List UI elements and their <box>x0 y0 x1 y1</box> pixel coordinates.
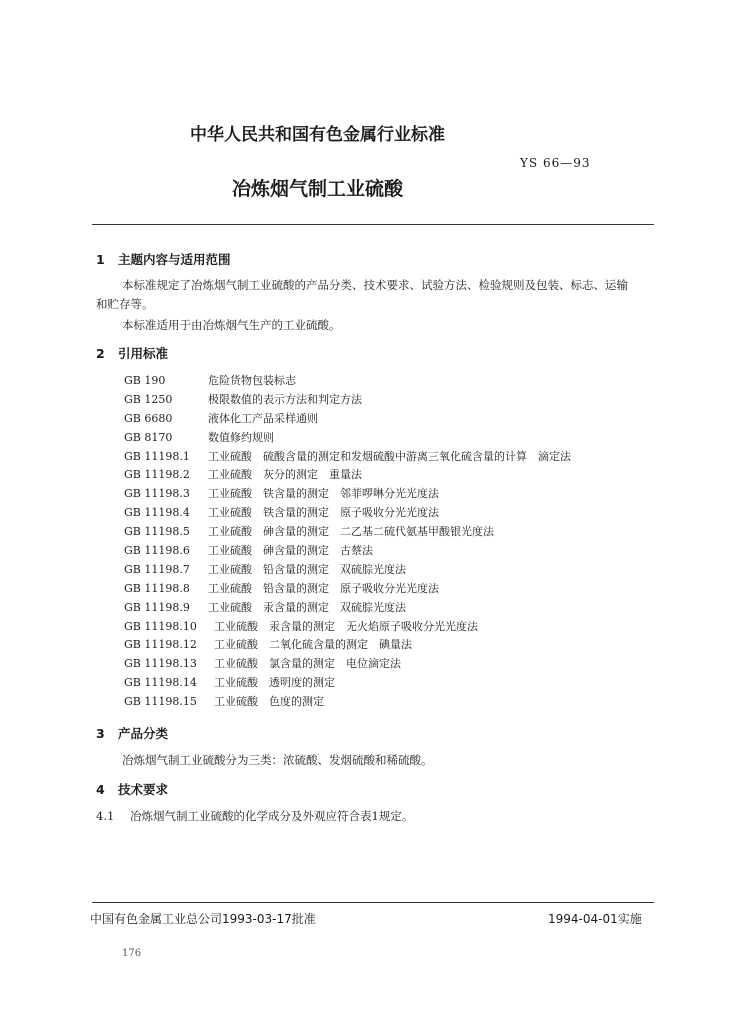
section-3-heading <box>96 724 168 742</box>
clause-4-1-number: 4.1 <box>96 809 115 823</box>
reference-title: 工业硫酸 灰分的测定 重量法 <box>208 468 362 482</box>
reference-title: 数值修约规则 <box>208 430 274 444</box>
section-4-heading <box>96 780 168 798</box>
reference-item <box>124 448 571 467</box>
reference-code: GB 11198.6 <box>124 544 190 558</box>
implementation-date: 1994-04-01实施 <box>548 912 642 926</box>
header-rule <box>92 224 654 225</box>
section-1-number: 1 <box>96 252 105 267</box>
reference-item <box>124 542 571 561</box>
reference-title: 液体化工产品采样通则 <box>208 411 318 425</box>
reference-item <box>124 485 571 504</box>
reference-item <box>124 636 571 655</box>
standard-number: YS 66—93 <box>520 156 591 170</box>
section-3-paragraph: 冶炼烟气制工业硫酸分为三类：浓硫酸、发烟硫酸和稀硫酸。 <box>122 753 433 767</box>
reference-item <box>124 674 571 693</box>
reference-item <box>124 580 571 599</box>
section-4-title: 技术要求 <box>118 782 169 797</box>
page-number: 176 <box>122 948 142 959</box>
reference-code: GB 1250 <box>124 392 173 406</box>
reference-item <box>124 504 571 523</box>
reference-item <box>124 372 571 391</box>
section-1-paragraph-2: 本标准适用于由冶炼烟气生产的工业硫酸。 <box>122 318 341 332</box>
reference-item <box>124 466 571 485</box>
footer-rule <box>92 902 654 903</box>
reference-title: 工业硫酸 铁含量的测定 邻菲啰啉分光光度法 <box>208 487 439 501</box>
reference-item <box>124 429 571 448</box>
reference-title: 工业硫酸 硫酸含量的测定和发烟硫酸中游离三氧化硫含量的计算 滴定法 <box>208 449 571 463</box>
clause-4-1 <box>96 807 413 826</box>
document-title: 冶炼烟气制工业硫酸 <box>232 178 404 200</box>
approval-line: 中国有色金属工业总公司1993-03-17批准 <box>90 912 316 926</box>
reference-code: GB 11198.13 <box>124 657 197 671</box>
reference-item <box>124 618 571 637</box>
reference-title: 危险货物包装标志 <box>208 374 296 387</box>
reference-title: 工业硫酸 二氧化硫含量的测定 碘量法 <box>214 638 412 652</box>
reference-code: GB 11198.12 <box>124 638 197 652</box>
reference-title: 工业硫酸 砷含量的测定 二乙基二硫代氨基甲酸银光度法 <box>208 525 494 539</box>
reference-code: GB 8170 <box>124 430 173 444</box>
reference-title: 工业硫酸 色度的测定 <box>214 695 324 709</box>
reference-item <box>124 410 571 429</box>
reference-list <box>124 372 571 712</box>
reference-code: GB 11198.8 <box>124 581 190 595</box>
reference-item <box>124 693 571 712</box>
reference-title: 工业硫酸 砷含量的测定 古蔡法 <box>208 544 373 558</box>
clause-4-1-text: 冶炼烟气制工业硫酸的化学成分及外观应符合表1规定。 <box>130 809 414 823</box>
reference-code: GB 11198.2 <box>124 468 190 482</box>
reference-code: GB 190 <box>124 374 166 387</box>
reference-title: 工业硫酸 铁含量的测定 原子吸收分光光度法 <box>208 506 439 520</box>
reference-item <box>124 523 571 542</box>
reference-code: GB 11198.5 <box>124 525 190 539</box>
reference-item <box>124 561 571 580</box>
section-3-title: 产品分类 <box>118 726 169 741</box>
section-2-number: 2 <box>96 346 105 361</box>
section-1-paragraph-1-line-1: 本标准规定了冶炼烟气制工业硫酸的产品分类、技术要求、试验方法、检验规则及包装、标志、运输 <box>122 278 628 292</box>
reference-title: 极限数值的表示方法和判定方法 <box>208 392 362 406</box>
reference-code: GB 11198.7 <box>124 562 190 576</box>
issuing-body-heading: 中华人民共和国有色金属行业标准 <box>190 125 445 145</box>
reference-code: GB 11198.3 <box>124 487 190 501</box>
reference-code: GB 11198.14 <box>124 676 197 690</box>
reference-code: GB 11198.10 <box>124 619 197 633</box>
reference-item <box>124 391 571 410</box>
section-2-heading <box>96 344 168 362</box>
section-4-number: 4 <box>96 782 105 797</box>
reference-code: GB 11198.1 <box>124 449 190 463</box>
section-1-heading <box>96 250 231 268</box>
reference-title: 工业硫酸 汞含量的测定 双硫腙光度法 <box>208 600 406 614</box>
reference-code: GB 11198.9 <box>124 600 190 614</box>
section-2-title: 引用标准 <box>118 346 169 361</box>
section-1-title: 主题内容与适用范围 <box>118 252 231 267</box>
section-3-number: 3 <box>96 726 105 741</box>
section-1-paragraph-1-line-2: 和贮存等。 <box>96 297 154 311</box>
reference-title: 工业硫酸 氯含量的测定 电位滴定法 <box>214 657 401 671</box>
reference-title: 工业硫酸 汞含量的测定 无火焰原子吸收分光光度法 <box>214 619 478 633</box>
reference-title: 工业硫酸 铅含量的测定 双硫腙光度法 <box>208 562 406 576</box>
reference-title: 工业硫酸 铅含量的测定 原子吸收分光光度法 <box>208 581 439 595</box>
reference-code: GB 11198.4 <box>124 506 190 520</box>
reference-code: GB 6680 <box>124 411 173 425</box>
reference-title: 工业硫酸 透明度的测定 <box>214 676 335 690</box>
reference-code: GB 11198.15 <box>124 695 197 709</box>
reference-item <box>124 599 571 618</box>
reference-item <box>124 655 571 674</box>
